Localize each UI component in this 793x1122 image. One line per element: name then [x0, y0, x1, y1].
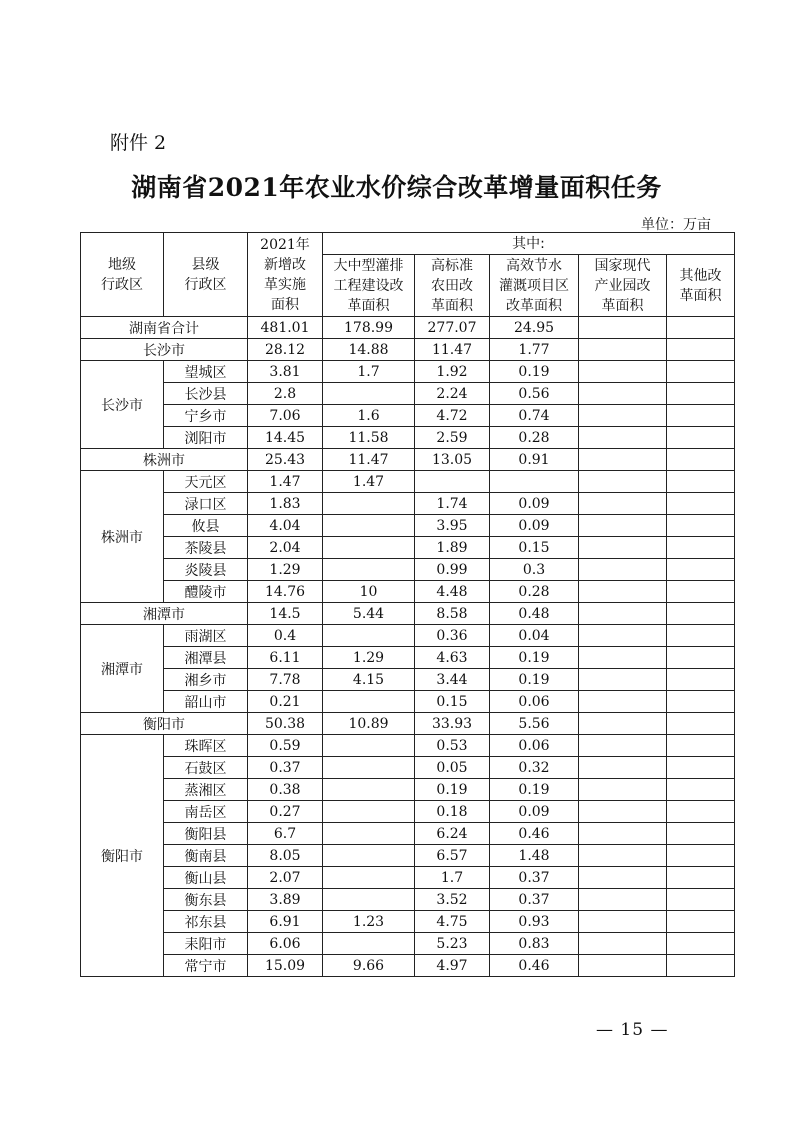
county-name-cell: 望城区: [164, 361, 248, 383]
value-cell: [667, 625, 735, 647]
value-cell: [579, 933, 667, 955]
value-cell: 2.04: [248, 537, 323, 559]
value-cell: 0.32: [490, 757, 579, 779]
value-cell: [323, 625, 415, 647]
value-cell: 6.57: [415, 845, 490, 867]
value-cell: [579, 955, 667, 977]
value-cell: 0.05: [415, 757, 490, 779]
value-cell: [415, 471, 490, 493]
value-cell: 0.74: [490, 405, 579, 427]
value-cell: [579, 515, 667, 537]
value-cell: 7.06: [248, 405, 323, 427]
table-row: [81, 581, 735, 603]
city-subtotal-value: 0.48: [490, 603, 579, 625]
value-cell: [667, 361, 735, 383]
value-cell: 1.29: [323, 647, 415, 669]
value-cell: [323, 867, 415, 889]
value-cell: 0.09: [490, 493, 579, 515]
value-cell: 1.29: [248, 559, 323, 581]
county-name-cell: 祁东县: [164, 911, 248, 933]
county-name-cell: 衡东县: [164, 889, 248, 911]
city-name-cell: 湘潭市: [81, 625, 164, 713]
city-subtotal-value: [579, 449, 667, 471]
table-row: [81, 911, 735, 933]
value-cell: [667, 691, 735, 713]
value-cell: 0.09: [490, 515, 579, 537]
value-cell: [667, 427, 735, 449]
value-cell: [579, 361, 667, 383]
table-row: [81, 801, 735, 823]
area-task-table: [80, 232, 735, 977]
value-cell: [323, 933, 415, 955]
county-name-cell: 炎陵县: [164, 559, 248, 581]
table-row: [81, 383, 735, 405]
value-cell: [323, 779, 415, 801]
value-cell: 4.15: [323, 669, 415, 691]
value-cell: [667, 889, 735, 911]
value-cell: 0.99: [415, 559, 490, 581]
value-cell: [579, 537, 667, 559]
value-cell: 1.83: [248, 493, 323, 515]
value-cell: [579, 559, 667, 581]
value-cell: 5.23: [415, 933, 490, 955]
city-subtotal-value: 0.91: [490, 449, 579, 471]
value-cell: 1.89: [415, 537, 490, 559]
county-name-cell: 茶陵县: [164, 537, 248, 559]
value-cell: [579, 889, 667, 911]
county-name-cell: 韶山市: [164, 691, 248, 713]
value-cell: 0.46: [490, 823, 579, 845]
value-cell: [667, 581, 735, 603]
value-cell: [579, 383, 667, 405]
city-subtotal-value: [667, 339, 735, 361]
city-subtotal-value: 14.88: [323, 339, 415, 361]
value-cell: 0.28: [490, 427, 579, 449]
value-cell: [667, 669, 735, 691]
value-cell: [579, 911, 667, 933]
value-cell: 2.59: [415, 427, 490, 449]
value-cell: 1.7: [415, 867, 490, 889]
value-cell: 6.24: [415, 823, 490, 845]
value-cell: [323, 889, 415, 911]
value-cell: 0.04: [490, 625, 579, 647]
value-cell: [579, 493, 667, 515]
value-cell: 0.06: [490, 691, 579, 713]
header-total: 2021年 新增改 革实施 面积: [248, 233, 323, 317]
header-high-standard-farmland: 高标准 农田改 革面积: [415, 255, 490, 317]
unit-label: 单位：万亩: [641, 217, 711, 233]
county-name-cell: 长沙县: [164, 383, 248, 405]
header-water-saving: 高效节水 灌溉项目区 改革面积: [490, 255, 579, 317]
value-cell: [579, 801, 667, 823]
value-cell: [667, 537, 735, 559]
county-name-cell: 蒸湘区: [164, 779, 248, 801]
value-cell: [579, 823, 667, 845]
city-subtotal-row: [81, 603, 735, 625]
city-subtotal-label: 株洲市: [81, 449, 248, 471]
value-cell: [667, 735, 735, 757]
value-cell: [323, 383, 415, 405]
table-row: [81, 493, 735, 515]
province-total-value: 481.01: [248, 317, 323, 339]
county-name-cell: 醴陵市: [164, 581, 248, 603]
value-cell: [667, 823, 735, 845]
value-cell: 0.28: [490, 581, 579, 603]
value-cell: [579, 581, 667, 603]
table-row: [81, 669, 735, 691]
value-cell: [579, 867, 667, 889]
value-cell: [323, 493, 415, 515]
county-name-cell: 南岳区: [164, 801, 248, 823]
value-cell: 0.27: [248, 801, 323, 823]
value-cell: [667, 779, 735, 801]
table-row: [81, 867, 735, 889]
value-cell: [490, 471, 579, 493]
value-cell: 0.09: [490, 801, 579, 823]
city-subtotal-row: [81, 449, 735, 471]
value-cell: 4.97: [415, 955, 490, 977]
value-cell: [579, 669, 667, 691]
table-row: [81, 889, 735, 911]
county-name-cell: 衡阳县: [164, 823, 248, 845]
value-cell: 0.19: [490, 647, 579, 669]
value-cell: 6.91: [248, 911, 323, 933]
city-subtotal-value: 13.05: [415, 449, 490, 471]
value-cell: 1.7: [323, 361, 415, 383]
table-row: [81, 405, 735, 427]
table-row: [81, 757, 735, 779]
table-row: [81, 735, 735, 757]
value-cell: [323, 735, 415, 757]
value-cell: [579, 427, 667, 449]
value-cell: [579, 845, 667, 867]
value-cell: 1.6: [323, 405, 415, 427]
county-name-cell: 宁乡市: [164, 405, 248, 427]
table-row: [81, 625, 735, 647]
value-cell: 0.56: [490, 383, 579, 405]
value-cell: [323, 537, 415, 559]
value-cell: [667, 801, 735, 823]
city-subtotal-value: 33.93: [415, 713, 490, 735]
value-cell: 3.89: [248, 889, 323, 911]
city-subtotal-value: [579, 339, 667, 361]
value-cell: 0.37: [490, 889, 579, 911]
value-cell: [579, 405, 667, 427]
value-cell: [323, 801, 415, 823]
city-subtotal-value: 25.43: [248, 449, 323, 471]
value-cell: 2.8: [248, 383, 323, 405]
table-row: [81, 471, 735, 493]
county-name-cell: 湘潭县: [164, 647, 248, 669]
value-cell: 0.93: [490, 911, 579, 933]
city-subtotal-value: [667, 713, 735, 735]
value-cell: 15.09: [248, 955, 323, 977]
value-cell: 0.37: [248, 757, 323, 779]
value-cell: [323, 757, 415, 779]
city-subtotal-value: 14.5: [248, 603, 323, 625]
value-cell: 0.4: [248, 625, 323, 647]
county-name-cell: 湘乡市: [164, 669, 248, 691]
city-subtotal-value: 8.58: [415, 603, 490, 625]
city-name-cell: 长沙市: [81, 361, 164, 449]
value-cell: 0.21: [248, 691, 323, 713]
value-cell: 4.63: [415, 647, 490, 669]
value-cell: [667, 955, 735, 977]
value-cell: 3.44: [415, 669, 490, 691]
value-cell: 0.15: [490, 537, 579, 559]
value-cell: 14.45: [248, 427, 323, 449]
value-cell: [579, 691, 667, 713]
value-cell: 0.37: [490, 867, 579, 889]
table-row: [81, 361, 735, 383]
value-cell: [667, 757, 735, 779]
value-cell: [579, 757, 667, 779]
value-cell: 0.53: [415, 735, 490, 757]
value-cell: 0.18: [415, 801, 490, 823]
table-row: [81, 515, 735, 537]
city-subtotal-value: 50.38: [248, 713, 323, 735]
county-name-cell: 天元区: [164, 471, 248, 493]
value-cell: 10: [323, 581, 415, 603]
value-cell: [323, 559, 415, 581]
value-cell: [579, 647, 667, 669]
county-name-cell: 攸县: [164, 515, 248, 537]
value-cell: 8.05: [248, 845, 323, 867]
city-name-cell: 株洲市: [81, 471, 164, 603]
province-total-value: 178.99: [323, 317, 415, 339]
value-cell: 4.04: [248, 515, 323, 537]
value-cell: 4.75: [415, 911, 490, 933]
county-name-cell: 衡南县: [164, 845, 248, 867]
value-cell: 0.06: [490, 735, 579, 757]
value-cell: 14.76: [248, 581, 323, 603]
value-cell: 1.92: [415, 361, 490, 383]
value-cell: 2.07: [248, 867, 323, 889]
value-cell: [323, 515, 415, 537]
value-cell: [667, 911, 735, 933]
county-name-cell: 耒阳市: [164, 933, 248, 955]
city-subtotal-value: 5.44: [323, 603, 415, 625]
value-cell: 1.47: [323, 471, 415, 493]
county-name-cell: 雨湖区: [164, 625, 248, 647]
value-cell: 1.48: [490, 845, 579, 867]
value-cell: 2.24: [415, 383, 490, 405]
county-name-cell: 珠晖区: [164, 735, 248, 757]
header-other: 其他改 革面积: [667, 255, 735, 317]
value-cell: [667, 559, 735, 581]
value-cell: 6.06: [248, 933, 323, 955]
county-name-cell: 衡山县: [164, 867, 248, 889]
value-cell: 1.23: [323, 911, 415, 933]
header-large-irrigation: 大中型灌排 工程建设改 革面积: [323, 255, 415, 317]
table-row: [81, 845, 735, 867]
city-subtotal-label: 湘潭市: [81, 603, 248, 625]
county-name-cell: 石鼓区: [164, 757, 248, 779]
header-industrial-park: 国家现代 产业园改 革面积: [579, 255, 667, 317]
value-cell: [667, 515, 735, 537]
value-cell: 9.66: [323, 955, 415, 977]
value-cell: [323, 845, 415, 867]
city-subtotal-row: [81, 339, 735, 361]
value-cell: [667, 383, 735, 405]
table-row: [81, 955, 735, 977]
value-cell: 0.59: [248, 735, 323, 757]
value-cell: [667, 845, 735, 867]
province-total-value: [667, 317, 735, 339]
value-cell: 6.11: [248, 647, 323, 669]
value-cell: 0.38: [248, 779, 323, 801]
value-cell: 0.3: [490, 559, 579, 581]
county-name-cell: 渌口区: [164, 493, 248, 515]
value-cell: [667, 405, 735, 427]
table-row: [81, 537, 735, 559]
value-cell: [579, 625, 667, 647]
value-cell: 11.58: [323, 427, 415, 449]
value-cell: 3.95: [415, 515, 490, 537]
header-city: 地级 行政区: [81, 233, 164, 317]
value-cell: 6.7: [248, 823, 323, 845]
value-cell: [323, 691, 415, 713]
city-subtotal-value: [667, 603, 735, 625]
value-cell: [579, 471, 667, 493]
city-subtotal-value: 10.89: [323, 713, 415, 735]
page-number: — 15 —: [596, 1020, 669, 1040]
city-subtotal-row: [81, 713, 735, 735]
table-row: [81, 647, 735, 669]
city-subtotal-value: 28.12: [248, 339, 323, 361]
city-subtotal-label: 长沙市: [81, 339, 248, 361]
province-total-row: [81, 317, 735, 339]
city-subtotal-label: 衡阳市: [81, 713, 248, 735]
city-subtotal-value: [579, 713, 667, 735]
province-total-value: [579, 317, 667, 339]
table-row: [81, 779, 735, 801]
value-cell: 0.19: [490, 361, 579, 383]
table-row: [81, 427, 735, 449]
value-cell: 0.19: [415, 779, 490, 801]
table-row: [81, 559, 735, 581]
value-cell: [667, 471, 735, 493]
county-name-cell: 浏阳市: [164, 427, 248, 449]
value-cell: 0.83: [490, 933, 579, 955]
value-cell: 0.15: [415, 691, 490, 713]
attachment-label: 附件 2: [110, 132, 167, 154]
value-cell: [579, 779, 667, 801]
city-name-cell: 衡阳市: [81, 735, 164, 977]
value-cell: 4.72: [415, 405, 490, 427]
city-subtotal-value: 5.56: [490, 713, 579, 735]
value-cell: 0.46: [490, 955, 579, 977]
table-row: [81, 823, 735, 845]
document-title: 湖南省2021年农业水价综合改革增量面积任务: [131, 173, 662, 202]
value-cell: 3.52: [415, 889, 490, 911]
city-subtotal-value: [579, 603, 667, 625]
table-row: [81, 691, 735, 713]
city-subtotal-value: 1.77: [490, 339, 579, 361]
value-cell: 1.74: [415, 493, 490, 515]
province-total-value: 277.07: [415, 317, 490, 339]
header-county: 县级 行政区: [164, 233, 248, 317]
value-cell: 0.19: [490, 779, 579, 801]
value-cell: 0.19: [490, 669, 579, 691]
value-cell: 0.36: [415, 625, 490, 647]
value-cell: 4.48: [415, 581, 490, 603]
value-cell: [667, 867, 735, 889]
city-subtotal-value: [667, 449, 735, 471]
county-name-cell: 常宁市: [164, 955, 248, 977]
value-cell: [323, 823, 415, 845]
value-cell: 3.81: [248, 361, 323, 383]
value-cell: 7.78: [248, 669, 323, 691]
province-total-value: 24.95: [490, 317, 579, 339]
header-among: 其中:: [323, 233, 735, 255]
table-row: [81, 933, 735, 955]
value-cell: [667, 933, 735, 955]
value-cell: 1.47: [248, 471, 323, 493]
value-cell: [579, 735, 667, 757]
province-total-label: 湖南省合计: [81, 317, 248, 339]
value-cell: [667, 493, 735, 515]
city-subtotal-value: 11.47: [323, 449, 415, 471]
city-subtotal-value: 11.47: [415, 339, 490, 361]
value-cell: [667, 647, 735, 669]
